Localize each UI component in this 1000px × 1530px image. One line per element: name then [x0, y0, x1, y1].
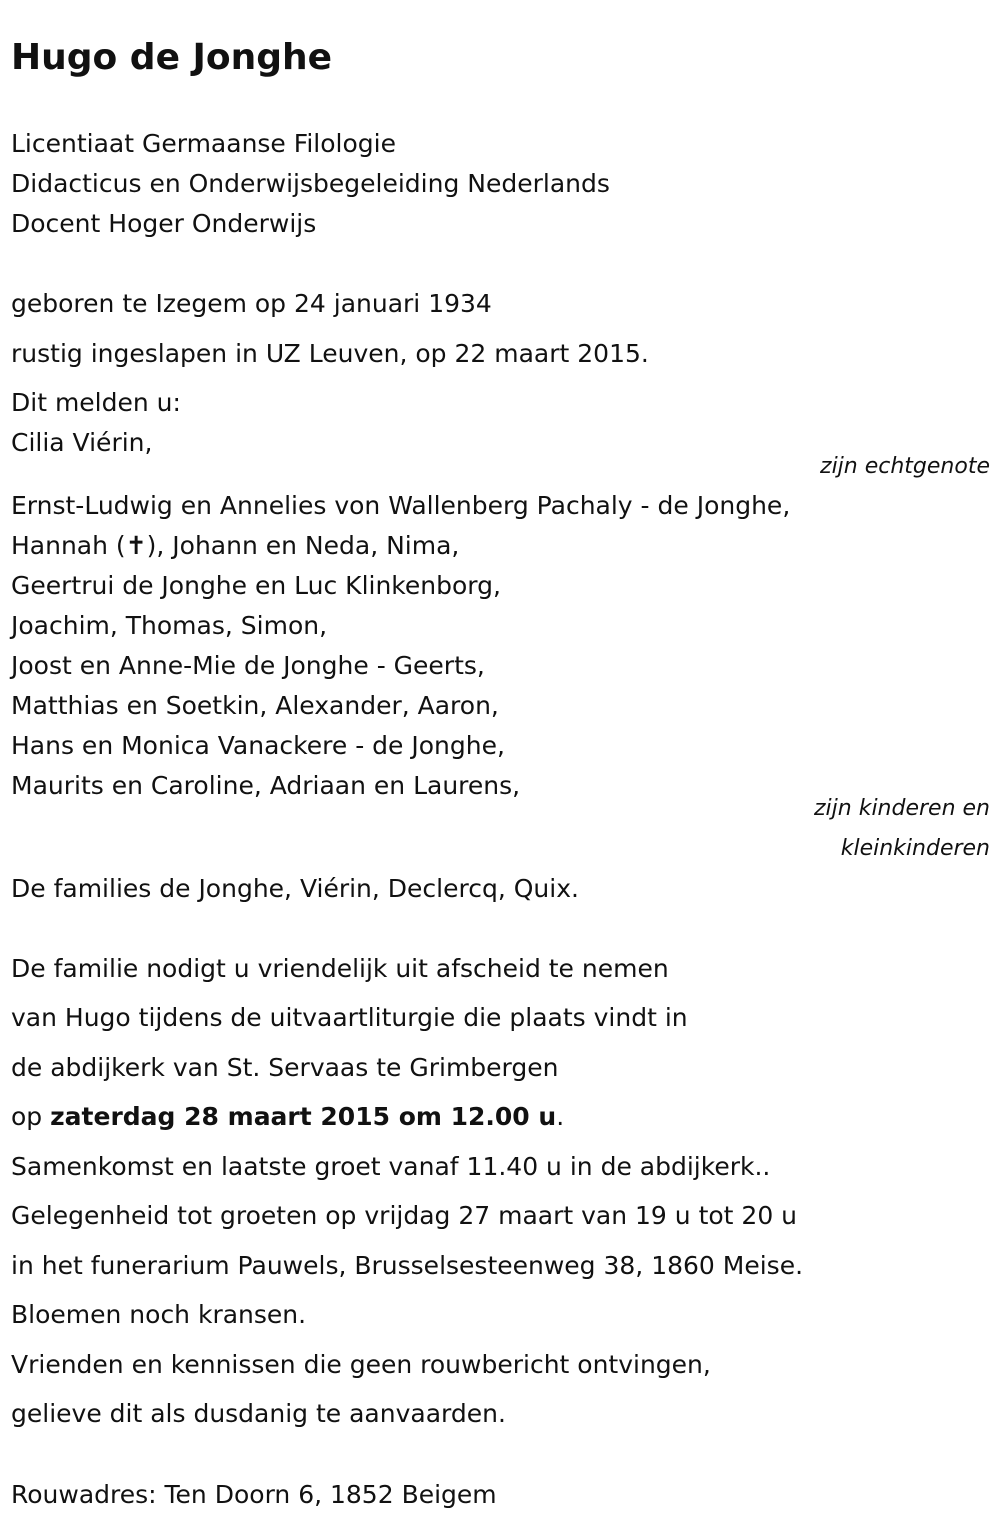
children-line-7: Hans en Monica Vanackere - de Jonghe, [11, 731, 505, 760]
invitation-line-10: gelieve dit als dusdanig te aanvaarden. [11, 1399, 506, 1428]
children-line-2-post: ), Johann en Neda, Nima, [146, 531, 460, 560]
invitation-line-1: De familie nodigt u vriendelijk uit afscheid te nemen [11, 954, 669, 983]
invitation-line-9: Vrienden en kennissen die geen rouwbericht ontvingen, [11, 1350, 711, 1379]
invitation-line-8: Bloemen noch kransen. [11, 1300, 307, 1329]
birth-line: geboren te Izegem op 24 januari 1934 [11, 289, 492, 318]
children-relation-1: zijn kinderen en [814, 796, 990, 821]
children-line-3: Geertrui de Jonghe en Luc Klinkenborg, [11, 571, 501, 600]
spouse-name: Cilia Viérin, [11, 428, 153, 457]
funeral-datetime: zaterdag 28 maart 2015 om 12.00 u [50, 1102, 557, 1131]
families-line: De families de Jonghe, Viérin, Declercq, Quix. [11, 874, 579, 903]
deceased-name: Hugo de Jonghe [11, 37, 333, 78]
invitation-line-4-pre: op [11, 1102, 51, 1131]
invitation-line-7: in het funerarium Pauwels, Brusselsesteenweg 38, 1860 Meise. [11, 1251, 804, 1280]
children-relation-2: kleinkinderen [840, 836, 990, 861]
announce-intro: Dit melden u: [11, 388, 181, 417]
title-line-2: Didacticus en Onderwijsbegeleiding Nederlands [11, 169, 610, 198]
children-line-6: Matthias en Soetkin, Alexander, Aaron, [11, 691, 499, 720]
death-line: rustig ingeslapen in UZ Leuven, op 22 maart 2015. [11, 339, 649, 368]
children-line-4: Joachim, Thomas, Simon, [11, 611, 328, 640]
cross-icon: ✝ [125, 531, 147, 560]
invitation-line-3: de abdijkerk van St. Servaas te Grimbergen [11, 1053, 559, 1082]
children-line-2-pre: Hannah ( [11, 531, 126, 560]
invitation-line-6: Gelegenheid tot groeten op vrijdag 27 maart van 19 u tot 20 u [11, 1201, 798, 1230]
title-line-1: Licentiaat Germaanse Filologie [11, 129, 396, 158]
title-line-3: Docent Hoger Onderwijs [11, 209, 317, 238]
children-line-8: Maurits en Caroline, Adriaan en Laurens, [11, 771, 521, 800]
spouse-relation: zijn echtgenote [820, 454, 990, 479]
invitation-line-5: Samenkomst en laatste groet vanaf 11.40 u in de abdijkerk.. [11, 1152, 771, 1181]
children-line-2 [11, 531, 459, 561]
invitation-line-4 [11, 1102, 564, 1132]
children-line-5: Joost en Anne-Mie de Jonghe - Geerts, [11, 651, 485, 680]
invitation-line-4-post: . [556, 1102, 565, 1131]
mourning-address: Rouwadres: Ten Doorn 6, 1852 Beigem [11, 1480, 497, 1509]
children-line-1: Ernst-Ludwig en Annelies von Wallenberg Pachaly - de Jonghe, [11, 491, 791, 520]
invitation-line-2: van Hugo tijdens de uitvaartliturgie die plaats vindt in [11, 1003, 688, 1032]
